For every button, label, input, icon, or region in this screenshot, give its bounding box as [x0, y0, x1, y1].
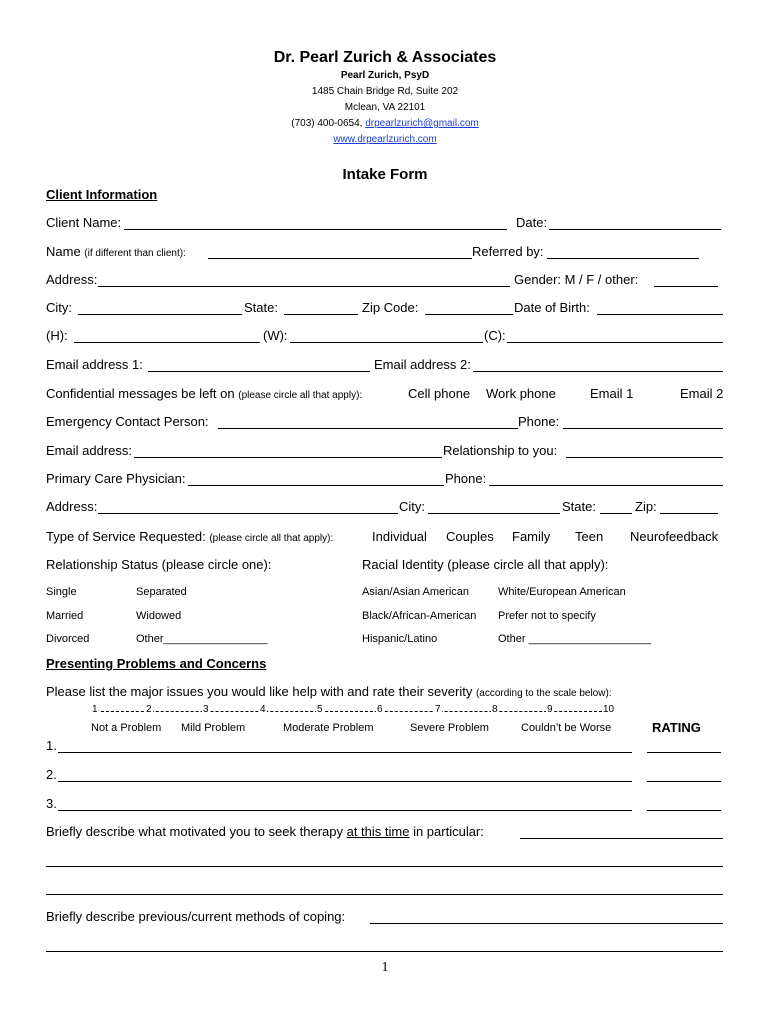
rating-field-1[interactable]: [647, 752, 721, 753]
service-option-couples[interactable]: Couples: [446, 529, 494, 544]
client-info-heading: Client Information: [46, 187, 158, 202]
client-name-field[interactable]: [124, 229, 507, 230]
pcp-city-label: City:: [399, 499, 425, 514]
confidential-prefix: Confidential messages be left on: [46, 386, 239, 401]
msg-option-email2[interactable]: Email 2: [680, 386, 724, 401]
issue-number-1: 1.: [46, 738, 57, 753]
service-prefix: Type of Service Requested:: [46, 529, 210, 544]
referred-by-field[interactable]: [547, 258, 699, 259]
scale-number-9: 9: [547, 704, 553, 715]
zip-label: Zip Code:: [362, 300, 419, 315]
relationship-label: Relationship to you:: [443, 443, 558, 458]
motivation-prefix: Briefly describe what motivated you to seek therapy: [46, 824, 347, 839]
rel-option-widowed[interactable]: Widowed: [136, 610, 182, 622]
problems-instruction: [46, 684, 612, 700]
address-line-1: 1485 Chain Bridge Rd, Suite 202: [311, 86, 459, 97]
dob-field[interactable]: [597, 314, 723, 315]
form-title: Intake Form: [342, 166, 428, 183]
scale-label-mild: Mild Problem: [181, 722, 246, 734]
date-field[interactable]: [549, 229, 721, 230]
msg-option-email1[interactable]: Email 1: [590, 386, 634, 401]
pcp-field[interactable]: [188, 485, 444, 486]
emergency-contact-field[interactable]: [218, 428, 518, 429]
confidential-note: (please circle all that apply):: [238, 390, 363, 401]
emergency-contact-label: Emergency Contact Person:: [46, 414, 209, 429]
cell-phone-field[interactable]: [507, 342, 723, 343]
practice-name: Dr. Pearl Zurich & Associates: [273, 49, 497, 66]
contact-line: [0, 118, 770, 130]
website-link[interactable]: www.drpearlzurich.com: [333, 134, 437, 145]
pcp-state-field[interactable]: [600, 513, 632, 514]
pcp-city-field[interactable]: [428, 513, 560, 514]
rel-option-single[interactable]: Single: [46, 586, 77, 598]
name-diff-field[interactable]: [208, 258, 472, 259]
pcp-phone-label: Phone:: [445, 471, 487, 486]
confidential-label: [46, 386, 362, 402]
website-line: [0, 134, 770, 146]
scale-number-6: 6: [377, 704, 383, 715]
relationship-status-label: Relationship Status (please circle one):: [46, 557, 272, 572]
rel-option-divorced[interactable]: Divorced: [46, 633, 90, 645]
zip-field[interactable]: [425, 314, 513, 315]
pcp-address-label: Address:: [46, 499, 98, 514]
scale-label-severe: Severe Problem: [410, 722, 489, 734]
instruction-note: (according to the scale below):: [475, 688, 612, 699]
city-field[interactable]: [78, 314, 242, 315]
scale-number-7: 7: [435, 704, 441, 715]
rel-option-married[interactable]: Married: [46, 610, 84, 622]
rel-option-other[interactable]: Other_________________: [136, 633, 268, 645]
racial-identity-label: Racial Identity (please circle all that apply):: [362, 557, 609, 572]
coping-label: Briefly describe previous/current methods of coping:: [46, 909, 346, 924]
pcp-label: Primary Care Physician:: [46, 471, 186, 486]
name-diff-note: (if different than client):: [84, 248, 186, 259]
address-label: Address:: [46, 272, 98, 287]
rel-option-separated[interactable]: Separated: [136, 586, 187, 598]
dob-label: Date of Birth:: [514, 300, 590, 315]
scale-number-1: 1: [92, 704, 98, 715]
msg-option-cell[interactable]: Cell phone: [408, 386, 471, 401]
city-label: City:: [46, 300, 72, 315]
gender-field[interactable]: [654, 286, 718, 287]
scale-dashed-line: [96, 711, 602, 712]
scale-number-10: 10: [603, 704, 615, 715]
work-phone-field[interactable]: [290, 342, 483, 343]
emergency-email-label: Email address:: [46, 443, 132, 458]
scale-label-couldnt-be-worse: Couldn’t be Worse: [521, 722, 612, 734]
motivation-label: [46, 824, 484, 840]
service-option-teen[interactable]: Teen: [575, 529, 604, 544]
service-option-individual[interactable]: Individual: [372, 529, 427, 544]
issue-number-2: 2.: [46, 767, 57, 782]
scale-label-moderate: Moderate Problem: [283, 722, 374, 734]
emergency-email-field[interactable]: [134, 457, 442, 458]
scale-label-not-a-problem: Not a Problem: [91, 722, 162, 734]
page-number: 1: [381, 960, 389, 975]
scale-number-8: 8: [492, 704, 498, 715]
gender-label: Gender: M / F / other:: [514, 272, 639, 287]
scale-number-5: 5: [317, 704, 323, 715]
client-name-label: Client Name:: [46, 215, 122, 230]
state-field[interactable]: [284, 314, 358, 315]
service-option-family[interactable]: Family: [512, 529, 551, 544]
cell-phone-label: (C):: [484, 328, 506, 343]
name-diff-label: [46, 244, 186, 260]
scale-number-4: 4: [260, 704, 266, 715]
service-option-neurofeedback[interactable]: Neurofeedback: [630, 529, 719, 544]
email2-field[interactable]: [473, 371, 723, 372]
pcp-state-label: State:: [562, 499, 596, 514]
race-option-asian[interactable]: Asian/Asian American: [362, 586, 469, 598]
issue-field-1[interactable]: [58, 752, 632, 753]
pcp-phone-field[interactable]: [489, 485, 723, 486]
home-phone-field[interactable]: [74, 342, 260, 343]
name-diff-prefix: Name: [46, 244, 85, 259]
service-note: (please circle all that apply):: [209, 533, 334, 544]
motivation-field-2[interactable]: [46, 866, 723, 867]
race-option-white[interactable]: White/European American: [498, 586, 626, 598]
issue-field-3[interactable]: [58, 810, 632, 811]
email-link[interactable]: drpearlzurich@gmail.com: [365, 118, 479, 129]
rating-header: RATING: [652, 720, 701, 735]
pcp-zip-field[interactable]: [660, 513, 718, 514]
address-line-2: Mclean, VA 22101: [344, 102, 426, 113]
email1-label: Email address 1:: [46, 357, 143, 372]
msg-option-work[interactable]: Work phone: [486, 386, 556, 401]
email1-field[interactable]: [148, 371, 370, 372]
work-phone-label: (W):: [263, 328, 288, 343]
instruction-text: Please list the major issues you would like help with and rate their severity: [46, 684, 476, 699]
emergency-phone-label: Phone:: [518, 414, 560, 429]
date-label: Date:: [516, 215, 548, 230]
address-field[interactable]: [98, 286, 510, 287]
motivation-field-3[interactable]: [46, 894, 723, 895]
motivation-suffix: in particular:: [409, 824, 484, 839]
pcp-address-field[interactable]: [98, 513, 398, 514]
emergency-phone-field[interactable]: [563, 428, 723, 429]
issue-field-2[interactable]: [58, 781, 632, 782]
race-option-prefer-not[interactable]: Prefer not to specify: [498, 610, 596, 622]
problems-heading: Presenting Problems and Concerns: [46, 656, 267, 671]
coping-field-1[interactable]: [370, 923, 723, 924]
race-option-black[interactable]: Black/African-American: [362, 610, 477, 622]
pcp-zip-label: Zip:: [635, 499, 657, 514]
coping-field-2[interactable]: [46, 951, 723, 952]
relationship-field[interactable]: [566, 457, 723, 458]
referred-by-label: Referred by:: [472, 244, 544, 259]
doctor-name: Pearl Zurich, PsyD: [340, 70, 430, 81]
rating-field-2[interactable]: [647, 781, 721, 782]
rating-field-3[interactable]: [647, 810, 721, 811]
service-label: [46, 529, 333, 545]
issue-number-3: 3.: [46, 796, 57, 811]
motivation-field-1[interactable]: [520, 838, 723, 839]
state-label: State:: [244, 300, 278, 315]
scale-number-3: 3: [203, 704, 209, 715]
scale-number-2: 2: [146, 704, 152, 715]
email2-label: Email address 2:: [374, 357, 471, 372]
motivation-underlined: at this time: [346, 824, 410, 839]
race-option-other[interactable]: Other ____________________: [498, 633, 651, 645]
home-phone-label: (H):: [46, 328, 68, 343]
race-option-hispanic[interactable]: Hispanic/Latino: [362, 633, 438, 645]
phone-text: (703) 400-0654,: [291, 118, 366, 129]
